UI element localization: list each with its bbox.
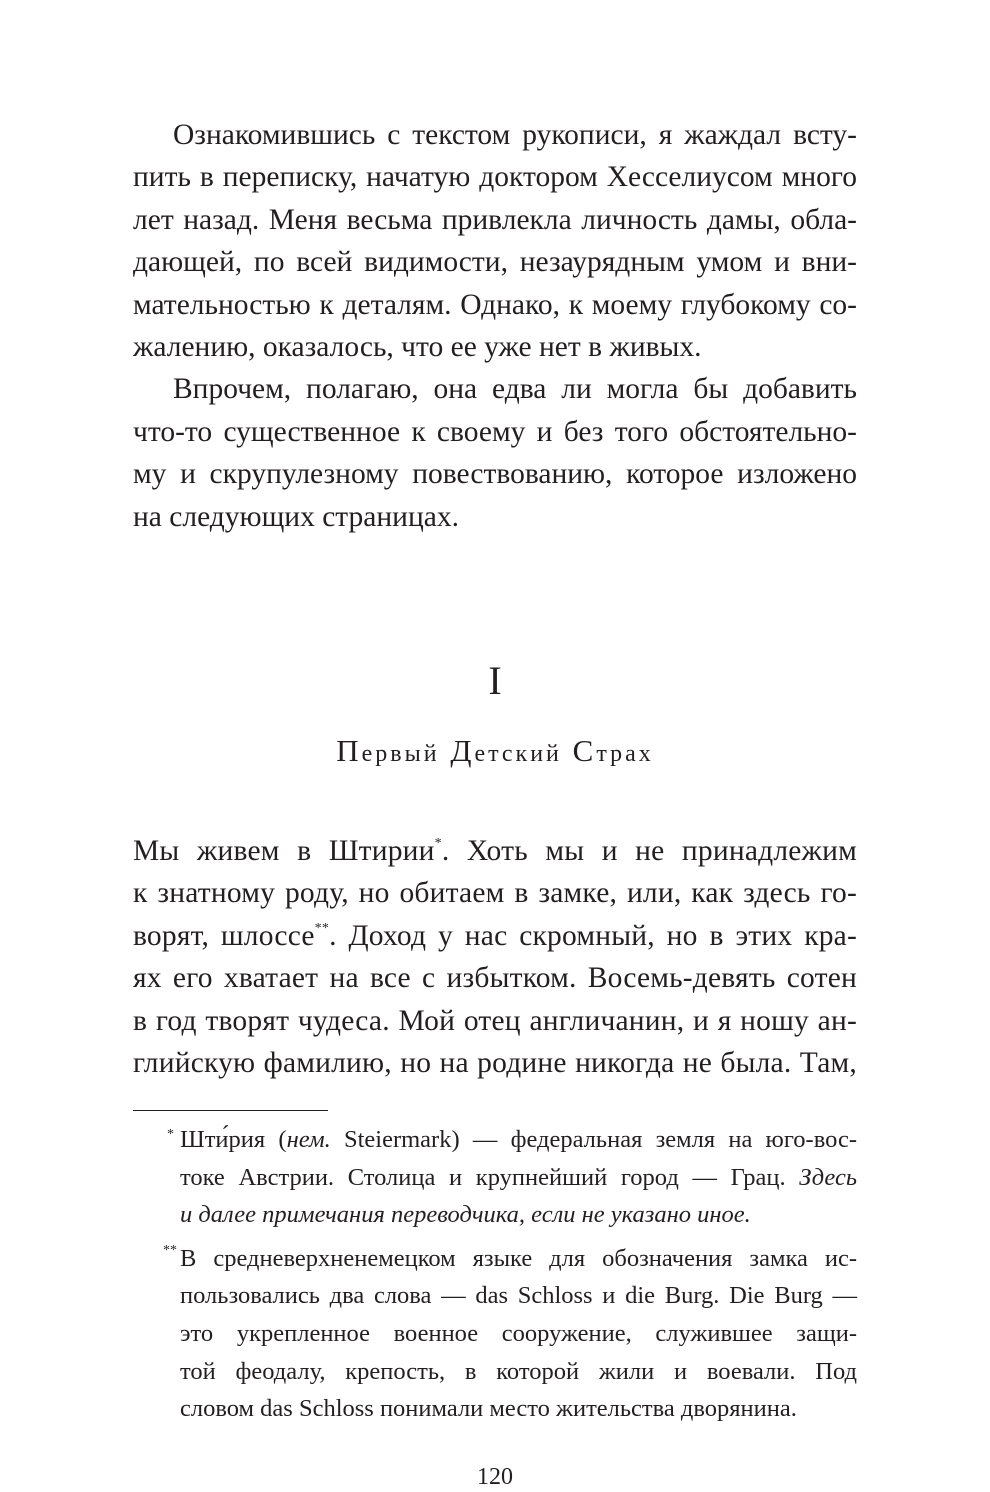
text-line (133, 830, 857, 872)
text-segment: Steiermark) — федеральная земля на юго-вос- (330, 1126, 858, 1153)
text-line: Впрочем, полагаю, она едва ли могла бы добавить (173, 373, 857, 406)
text-line: ях его хватает на все с избытком. Восемь-девять сотен (133, 962, 857, 995)
text-line (133, 915, 857, 957)
footnote-line (180, 1159, 857, 1197)
title-letter: С (572, 733, 597, 768)
text-line: что-то существенное к своему и без того обстоятельно- (133, 415, 857, 448)
footnote-line: словом das Schloss понимали место жительства дворянина. (180, 1395, 797, 1423)
text-line: к знатному роду, но обитаем в замке, или, как здесь го- (133, 877, 857, 910)
footnote-ref[interactable]: * (434, 836, 442, 851)
footnote-line: той феодалу, крепость, в которой жили и воевали. Под (180, 1357, 857, 1385)
text-segment: Шти́рия ( (180, 1126, 287, 1153)
chapter-number: I (488, 658, 502, 703)
title-letter: П (336, 733, 362, 768)
text-segment: ворят, шлоссе (133, 919, 315, 952)
chapter-text (133, 830, 857, 1084)
text-segment-italic: нем. (286, 1126, 331, 1153)
text-segment: . Хоть мы и не принадлежим (441, 835, 857, 867)
text-line: в год творят чудеса. Мой отец англичанин, и я ношу ан- (133, 1004, 857, 1037)
title-letter: Д (450, 733, 475, 768)
title-word: етский (474, 741, 562, 767)
footnote-line (180, 1121, 857, 1159)
footnote-line: В средневерхненемецком языке для обозначения замка ис- (180, 1244, 857, 1272)
text-line: му и скрупулезному повествованию, которое изложено (133, 458, 857, 491)
text-line: лет назад. Меня весьма привлекла личность дамы, обла- (133, 203, 857, 236)
title-word: трах (596, 741, 654, 767)
text-segment-italic: и далее примечания переводчика, если не указано иное. (180, 1201, 751, 1229)
text-line: глийскую фамилию, но на родине никогда не была. Там, (133, 1046, 857, 1079)
footnote-mark: ** (163, 1243, 177, 1258)
text-segment-italic: Здесь (799, 1163, 857, 1191)
footnotes (180, 1121, 857, 1428)
text-line: дающей, по всей видимости, незаурядным умом и вни- (133, 246, 857, 279)
chapter-title (0, 728, 990, 777)
text-segment: Мы живем в Штирии (133, 835, 435, 867)
footnote-line: это укрепленное военное сооружение, служившее защи- (180, 1319, 857, 1347)
page-number: 120 (477, 1464, 513, 1490)
title-word: ервый (361, 741, 440, 767)
footnote-line: пользовались два слова — das Schloss и die Burg. Die Burg — (180, 1282, 857, 1310)
footnote-mark: * (167, 1127, 174, 1142)
text-line: на следующих страницах. (133, 500, 459, 533)
footnote-line (180, 1196, 857, 1234)
text-line: жалению, оказалось, что ее уже нет в живых. (133, 330, 702, 363)
footnote-ref[interactable]: ** (314, 920, 330, 936)
intro-text (133, 114, 857, 538)
text-line: Ознакомившись с текстом рукописи, я жаждал всту- (173, 119, 857, 151)
footnote-divider (133, 1110, 328, 1111)
text-line: пить в переписку, начатую доктором Хесселиусом много (133, 161, 857, 194)
text-segment: токе Австрии. Столица и крупнейший город — Грац. (180, 1163, 800, 1191)
text-segment: . Доход у нас скромный, но в этих кра- (329, 919, 857, 952)
text-line: мательностью к деталям. Однако, к моему глубокому со- (133, 288, 857, 321)
